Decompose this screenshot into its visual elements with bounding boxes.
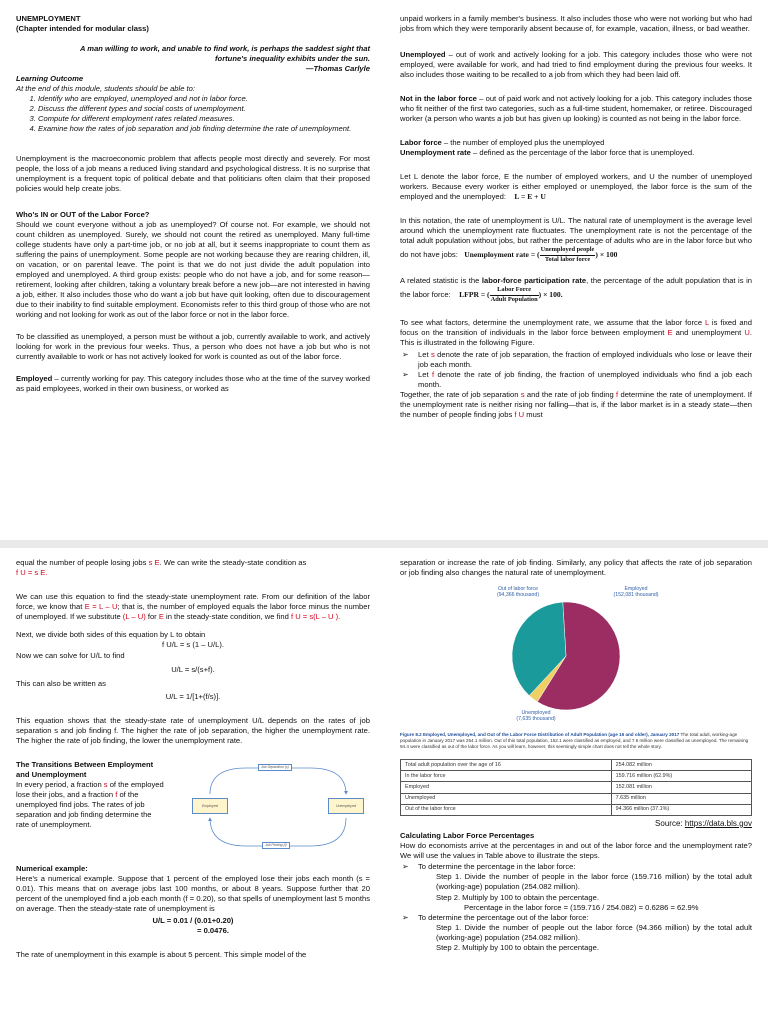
- alternate-form-text: This can also be written as: [16, 679, 106, 689]
- calculating-heading: Calculating Labor Force Percentages: [400, 831, 535, 841]
- learning-outcome-heading: Learning Outcome: [16, 74, 84, 84]
- chapter-title: UNEMPLOYMENT: [16, 14, 81, 23]
- numerical-conclusion: The rate of unemployment in this example is about 5 percent. This simple model of the: [16, 950, 307, 960]
- pie-label-employed: Employed (152,081 thousand): [613, 586, 659, 599]
- factors-paragraph: To see what factors, determine the unemployment rate, we assume that the labor force L is fixed and focus on the transition of individuals in the labor force between employment E and unemployment U. This is illustrated in the following Figure.: [400, 318, 752, 348]
- table-row: Unemployed 7.635 million: [401, 793, 752, 804]
- labor-force-definition: Labor force – the number of employed plus the unemployed: [400, 138, 605, 148]
- document-page-2: [0, 548, 768, 1024]
- labor-force-heading: Who's IN or OUT of the Labor Force?: [16, 210, 150, 220]
- step-out-labor-force: ➢ To determine the percentage out of the labor force: Step 1. Divide the number of people out the labor force (94.366 million) by the total adult (working-age) population (254.082 million). Step 2. Multiply by 100 to obtain the percentage.: [400, 913, 752, 953]
- solve-text: Now we can solve for U/L to find: [16, 651, 125, 661]
- table-source: Source: https://data.bls.gov: [655, 818, 752, 828]
- table-row: In the labor force 159.716 million (62.9%): [401, 771, 752, 782]
- unemployed-term: Unemployed: [400, 50, 446, 60]
- pie-label-out-of-labor-force: Out of labor force (94,366 thousand): [496, 586, 540, 599]
- transitions-heading: The Transitions Between Employment and Unemployment: [16, 760, 154, 780]
- epigraph-line2: fortune's inequality exhibits under the sun.: [215, 54, 370, 64]
- learning-outcome-list: [38, 94, 370, 134]
- source-link[interactable]: https://data.bls.gov: [684, 818, 752, 828]
- notation-paragraph: Let L denote the labor force, E the number of employed workers, and U the number of unemployed workers. Because every worker is either employed or unemployed, the labor force is the sum of the employed and the unemployed: L = E + U: [400, 172, 752, 202]
- learning-outcome-item: 2. Discuss the different types and social costs of unemployment.: [38, 104, 370, 114]
- page1-left-column: [16, 14, 370, 401]
- page2-left-column: [16, 558, 370, 967]
- labor-force-equation: L = E + U: [514, 192, 546, 202]
- step-in-labor-force: ➢ To determine the percentage in the labor force: Step 1. Divide the number of people in the labor force (159.716 million) by the total adult (working-age) population (254.082 million). Step 2. Multiply by 100 to obtain the percentage. Percentage in the labor force = (159.716 / 254.082) = 0.6286 = 62.9%: [400, 862, 752, 912]
- figure-caption: Figure 8.2 Employed, Unemployed, and Out of the Labor Force Distribution of Adult Population (age 16 and older), January 2017 The total adult, working-age population in January 2017 was 254.1 million. Out of this total population, 152.1 were classified as employed, and 7.6 million were classified as unemployed. The remaining 94.4 were classified as out of the labor force. As you will learn, however, this seemingly simple chart does not tell the whole story.: [400, 732, 749, 749]
- transitions-section: [16, 760, 370, 864]
- pie-chart-svg: [400, 582, 752, 732]
- unemployment-rate-fraction: $\frac{\text{Unemployed people}}{\text{Total labor force}}$: [540, 246, 595, 263]
- solve-equation: U/L = s/(s+f).: [171, 665, 215, 675]
- employed-definition: Employed – currently working for pay. This category includes those who at the time of the survey worked as paid employees, worked in their own business, or worked as: [16, 374, 370, 394]
- job-separation-label: Job Separation (s): [258, 764, 292, 770]
- divide-text: Next, we divide both sides of this equation by L to obtain: [16, 630, 206, 640]
- steady-state-paragraph: Together, the rate of job separation s and the rate of job finding f determine the rate of unemployment. If the unemployment rate is neither rising nor falling—that is, if the labor market is in a steady state—then the number of people finding jobs f U must: [400, 390, 752, 420]
- interpretation-paragraph: This equation shows that the steady-state rate of unemployment U/L depends on the rates of job separation s and job finding f. The higher the rate of job separation, the higher the unemployment rate. The higher the rate of job finding, the lower the unemployment rate.: [16, 716, 370, 746]
- calculating-paragraph: How do economists arrive at the percentages in and out of the labor force and the unemployment rate? We will use the values in Table above to illustrate the steps.: [400, 841, 752, 861]
- classification-paragraph: To be classified as unemployed, a person must be without a job, currently available to work, and actively looking for work in the previous four weeks. Thus, a person who does not have a job but who is not currently available to work or has not actively looked for work is counted as out of the labor force.: [16, 332, 370, 362]
- labor-force-pie-chart: [400, 582, 752, 732]
- job-finding-label: Job Finding (f): [262, 842, 290, 848]
- employed-term: Employed: [16, 374, 53, 384]
- unemployed-definition: Unemployed – out of work and actively looking for a job. This category includes those who were not employed, were available for work, and had tried to find employment during the previous four weeks. It also includes those waiting to be recalled to a job from which they had been laid off.: [400, 50, 752, 80]
- separation-rate-item: ➢ Let s denote the rate of job separation, the fraction of employed individuals who lose or leave their job each month.: [400, 350, 752, 370]
- numerical-example-heading: Numerical example:: [16, 864, 88, 874]
- pie-label-unemployed: Unemployed (7,635 thousand): [516, 710, 556, 723]
- epigraph-author: —Thomas Carlyle: [305, 64, 370, 74]
- learning-outcome-item: 4. Examine how the rates of job separation and job finding determine the rate of unemployment.: [38, 124, 370, 134]
- derivation-paragraph: We can use this equation to find the steady-state unemployment rate. From our definition of the labor force, we know that E = L – U; that is, the number of employed equals the labor force minus the number of unemployed. If we substitute (L – U) for E in the steady-state condition, we find f U = s(L – U ).: [16, 592, 370, 622]
- steady-state-condition: equal the number of people losing jobs s E. We can write the steady-state condition as f U = s E.: [16, 558, 307, 578]
- finding-rate-item: ➢ Let f denote the rate of job finding, the fraction of unemployed individuals who find a job each month.: [400, 370, 752, 390]
- chapter-subtitle: (Chapter intended for modular class): [16, 24, 149, 34]
- calculation-steps-list: [400, 862, 752, 952]
- rate-definitions-list: [400, 350, 752, 390]
- transitions-paragraph: In every period, a fraction s of the employed lose their jobs, and a fraction f of the unemployed find jobs. The rates of job separation and job finding determine the rate of unemployment.: [16, 780, 164, 830]
- unemployment-rate-definition: Unemployment rate – defined as the percentage of the labor force that is unemployed.: [400, 148, 695, 158]
- labor-force-table: [400, 759, 752, 816]
- policy-paragraph: separation or increase the rate of job finding. Similarly, any policy that affects the rate of job separation or job finding also changes the natural rate of unemployment.: [400, 558, 752, 578]
- steady-state-equation: f U = s E.: [16, 568, 48, 578]
- numerical-example-paragraph: Here's a numerical example. Suppose that 1 percent of the employed lose their jobs each month (s = 0.01). This means that on average jobs last 100 months, or about 8 years. Suppose further that 20 percent of the unemployed find a job each month (f = 0.20), so that spells of unemployment last 5 months on average. Then the steady-state rate of unemployment is: [16, 874, 370, 914]
- epigraph-line1: A man willing to work, and unable to find work, is perhaps the saddest sight that: [80, 44, 370, 54]
- numerical-equation-1: U/L = 0.01 / (0.01+0.20): [152, 916, 234, 926]
- not-in-labor-force-definition: Not in the labor force – out of paid work and not actively looking for a job. This category includes those who fit neither of the first two categories, such as a full-time student, homemaker, or retiree. Discouraged worker (a person who wants a job but has given up looking) is counted as not being in the labor force.: [400, 94, 752, 124]
- alternate-form-equation: U/L = 1/[1+(f/s)].: [165, 692, 221, 702]
- unemployed-box: Unemployed: [328, 798, 364, 814]
- learning-outcome-intro: At the end of this module, students should be able to:: [16, 84, 195, 94]
- learning-outcome-item: 1. Identify who are employed, unemployed and not in labor force.: [38, 94, 370, 104]
- intro-paragraph: Unemployment is the macroeconomic problem that affects people most directly and severely. For most people, the loss of a job means a reduced living standard and psychological distress. It is no surprise that unemployment is a frequent topic of political debate and that politicians often claim that their proposed policies would help create jobs.: [16, 154, 370, 194]
- table-row: Employed 152.081 million: [401, 782, 752, 793]
- natural-rate-paragraph: In this notation, the rate of unemployment is U/L. The natural rate of unemployment is the average level around which the unemployment rate fluctuates. The unemployment rate is not the percentage of the total adult population without jobs, but rather the percentage of adults who are in the labor force but who do not have jobs: Unemployment rate = ( $\frac{\text{Unemployed people}}{\text{Total labor force}}$ ) × 100: [400, 216, 752, 263]
- numerical-equation-2: = 0.0476.: [197, 926, 229, 936]
- labor-force-paragraph: Should we count everyone without a job as unemployed? Of course not. For example, we should not count children as unemployed. Surely, we should not count the retired as unemployed. Many full-time college students have only a part-time job, or no job at all, but it seems inappropriate to count them as suffering the pains of unemployment. Some people are not working because they are rearing children, ill, on vacation, or on parental leave. The point is that we do not just divide the adult population into employed and unemployed. A third group exists: people who do not have a job, and for some reason—retirement, looking after children, taking a voluntary break before a new job—are not interested in having a job, either. It also includes those who do want a job but have quit looking, often due to discouragement due to their inability to find suitable employment. Economists refer to this third group of those who are not working and not looking for work as out of the labor force or not in the labor force.: [16, 220, 370, 320]
- learning-outcome-item: 3. Compute for different employment rates related measures.: [38, 114, 370, 124]
- nilf-term: Not in the labor force: [400, 94, 477, 104]
- divide-equation: f U/L = s (1 – U/L).: [162, 640, 224, 650]
- table-row: Out of the labor force 94.366 million (37.1%): [401, 804, 752, 815]
- lfpr-fraction: $\frac{\text{Labor Force}}{\text{Adult Population}}$: [490, 286, 538, 303]
- employed-box: Employed: [192, 798, 228, 814]
- table-row: Total adult population over the age of 16 254.082 million: [401, 760, 752, 771]
- lfpr-paragraph: A related statistic is the labor-force participation rate, the percentage of the adult population that is in the labor force: LFPR = ( $\frac{\text{Labor Force}}{\text{Adult Population}}$ ) × 100.: [400, 276, 752, 303]
- transition-diagram: [186, 760, 370, 856]
- page1-right-column: [400, 14, 752, 427]
- page2-right-column: [400, 558, 752, 953]
- employed-definition-continued: unpaid workers in a family member's business. It also includes those who were not working but who had jobs from which they were temporarily absent because of, for example, vacation, illness, or bad weather.: [400, 14, 752, 34]
